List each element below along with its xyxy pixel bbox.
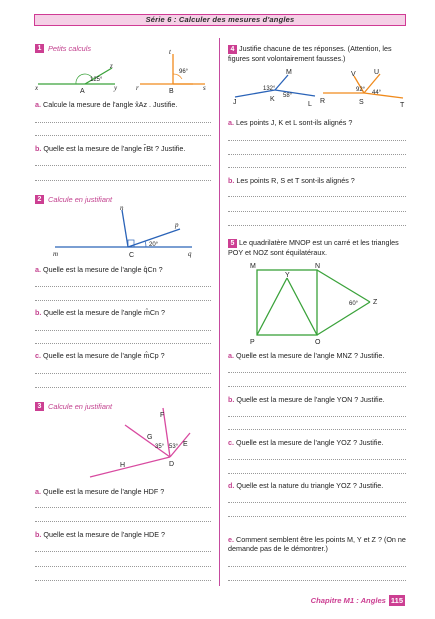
label-H: H — [120, 462, 126, 469]
figure-ex5 — [245, 260, 385, 345]
page-footer — [311, 595, 405, 606]
answer-line[interactable] — [35, 122, 211, 123]
question-4b: b. Les points R, S et T sont-ils alignés ? — [228, 176, 355, 185]
question-2a: a. Quelle est la mesure de l'angle q̂Cn ? — [35, 265, 163, 274]
label-F: F — [160, 412, 165, 419]
label-z: z — [110, 62, 113, 70]
answer-line[interactable] — [228, 516, 406, 517]
angle-label-1: 35° — [155, 444, 165, 450]
series-title: Série 6 : Calculer des mesures d'angles — [145, 15, 295, 24]
label-t: t — [169, 48, 171, 56]
answer-line[interactable] — [35, 566, 211, 567]
question-5b: b. Quelle est la mesure de l'angle YON ? Justifie. — [228, 395, 385, 404]
figure-ex4-left — [230, 68, 330, 113]
label-s: s — [203, 84, 206, 92]
label-M: M — [286, 69, 292, 76]
label-D: D — [169, 461, 175, 468]
question-2b: b. Quelle est la mesure de l'angle m̂Cn ? — [35, 308, 166, 317]
question-5d: d. Quelle est la nature du triangle YOZ ? Justifie. — [228, 481, 384, 490]
figure-ex1-right — [135, 48, 215, 98]
exercise-label: Calcule en justifiant — [48, 402, 113, 411]
label-L: L — [308, 101, 312, 108]
answer-line[interactable] — [35, 286, 211, 287]
answer-line[interactable] — [228, 473, 406, 474]
label-y: y — [114, 84, 118, 92]
answer-line[interactable] — [35, 180, 211, 181]
exercise-label: Petits calculs — [48, 44, 92, 53]
exercise-number: 4 — [228, 45, 237, 54]
answer-line[interactable] — [35, 343, 211, 344]
label-m: m — [53, 250, 59, 258]
answer-line[interactable] — [35, 387, 211, 388]
answer-line[interactable] — [228, 386, 406, 387]
question-5e: e. Comment semblent être les points M, Y et Z ? (On ne demande pas de le démontrer.) — [228, 535, 406, 553]
label-M: M — [250, 263, 256, 270]
angle-label-2: 53° — [169, 444, 179, 450]
exercise-label: Calcule en justifiant — [48, 195, 113, 204]
series-header — [34, 14, 406, 26]
label-P: P — [250, 339, 255, 346]
answer-line[interactable] — [35, 373, 211, 374]
label-Z: Z — [373, 299, 378, 306]
question-2c: c. Quelle est la mesure de l'angle m̂Cp ? — [35, 351, 165, 360]
label-A: A — [80, 88, 85, 95]
exercise-number: 1 — [35, 44, 44, 53]
label-T: T — [400, 102, 405, 109]
answer-line[interactable] — [35, 330, 211, 331]
label-G: G — [147, 434, 153, 441]
angle-label-1: 92° — [356, 87, 366, 93]
label-O: O — [315, 339, 321, 346]
answer-line[interactable] — [35, 507, 211, 508]
label-p: p — [175, 221, 179, 229]
answer-line[interactable] — [228, 211, 406, 212]
angle-label-2: 44° — [372, 90, 382, 96]
label-B: B — [169, 88, 174, 95]
question-5a: a. Quelle est la mesure de l'angle MNZ ? Justifie. — [228, 351, 385, 360]
angle-label: 125° — [90, 77, 103, 83]
answer-line[interactable] — [228, 580, 406, 581]
answer-line[interactable] — [228, 140, 406, 141]
exercise-number: 3 — [35, 402, 44, 411]
answer-line[interactable] — [228, 372, 406, 373]
answer-line[interactable] — [228, 167, 406, 168]
label-U: U — [374, 69, 380, 76]
label-N: N — [315, 263, 321, 270]
figure-ex4-right — [318, 68, 410, 113]
angle-label: 20° — [149, 242, 159, 248]
answer-line[interactable] — [35, 135, 211, 136]
figure-ex1-left — [30, 58, 130, 98]
chapter-title: Chapitre M1 : Angles — [310, 596, 386, 605]
label-K: K — [270, 96, 275, 103]
exercise-4-intro: 4 Justifie chacune de tes réponses. (Attention, les figures sont volontairement fausses.) — [228, 44, 392, 63]
label-R: R — [320, 98, 326, 105]
label-S: S — [359, 99, 364, 106]
question-1a: a. Calcule la mesure de l'angle x̂Az . Justifie. — [35, 100, 178, 109]
label-C: C — [129, 252, 135, 259]
label-x: x — [35, 84, 39, 92]
exercise-number: 2 — [35, 195, 44, 204]
question-1b: b. Quelle est la mesure de l'angle r̂Bt ? Justifie. — [35, 144, 186, 153]
exercise-1-title — [35, 44, 91, 53]
exercise-5-intro: 5 Le quadrilatère MNOP est un carré et les triangles POY et NOZ sont équilatéraux. — [228, 238, 399, 257]
question-3b: b. Quelle est la mesure de l'angle HDE ? — [35, 530, 166, 539]
question-3a: a. Quelle est la mesure de l'angle HDF ? — [35, 487, 165, 496]
label-V: V — [351, 71, 356, 78]
page-number: 115 — [390, 596, 403, 605]
label-n: n — [120, 204, 124, 212]
label-q: q — [188, 250, 192, 258]
answer-line[interactable] — [35, 521, 211, 522]
angle-label-1: 132° — [263, 86, 276, 92]
angle-label: 60° — [349, 301, 359, 307]
label-r: r — [136, 84, 139, 92]
figure-ex3 — [85, 405, 205, 480]
label-J: J — [233, 99, 237, 106]
angle-label: 96° — [179, 69, 189, 75]
question-5c: c. Quelle est la mesure de l'angle YOZ ? Justifie. — [228, 438, 384, 447]
label-E: E — [183, 441, 188, 448]
answer-line[interactable] — [35, 165, 211, 166]
answer-line[interactable] — [228, 225, 406, 226]
answer-line[interactable] — [228, 429, 406, 430]
exercise-number: 5 — [228, 239, 237, 248]
answer-line[interactable] — [35, 551, 211, 552]
answer-line[interactable] — [35, 300, 211, 301]
answer-line[interactable] — [228, 566, 406, 567]
question-4a: a. Les points J, K et L sont-ils alignés ? — [228, 118, 353, 127]
answer-line[interactable] — [228, 196, 406, 197]
answer-line[interactable] — [228, 154, 406, 155]
column-divider — [219, 38, 220, 586]
answer-line[interactable] — [228, 459, 406, 460]
angle-label-2: 58° — [283, 93, 293, 99]
figure-ex2 — [50, 205, 200, 260]
answer-line[interactable] — [228, 416, 406, 417]
exercise-2-title — [35, 195, 112, 204]
label-Y: Y — [285, 272, 290, 279]
answer-line[interactable] — [228, 502, 406, 503]
answer-line[interactable] — [35, 580, 211, 581]
